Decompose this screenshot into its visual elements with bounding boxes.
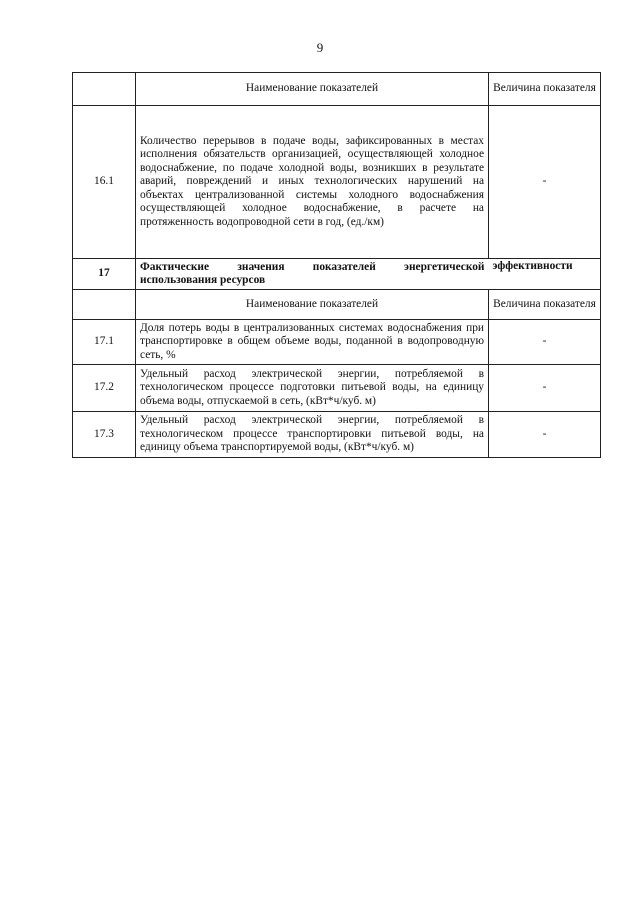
row-name: Доля потерь воды в централизованных системах водоснабжения при транспортировке в общем объеме воды, поданной в водопроводную сеть, % (136, 320, 489, 365)
header-num-cell (73, 290, 136, 320)
section-title-extra: эффективности (489, 259, 601, 290)
row-number: 17.2 (73, 365, 136, 412)
table-row (73, 106, 601, 259)
header-name-cell: Наименование показателей (136, 73, 489, 106)
header-num-cell (73, 73, 136, 106)
header-value-cell: Величина показателя (489, 290, 601, 320)
row-value: - (489, 365, 601, 412)
header-value-cell: Величина показателя (489, 73, 601, 106)
section-row (73, 259, 601, 290)
row-number: 17.1 (73, 320, 136, 365)
row-value: - (489, 412, 601, 458)
row-name: Удельный расход электрической энергии, потребляемой в технологическом процессе подготовки питьевой воды, на единицу объема воды, отпускаемой в сеть, (кВт*ч/куб. м) (136, 365, 489, 412)
section-number: 17 (73, 259, 136, 290)
table-header-row (73, 290, 601, 320)
section-title (136, 259, 489, 290)
table-row (73, 412, 601, 458)
row-number: 16.1 (73, 106, 136, 259)
row-number: 17.3 (73, 412, 136, 458)
indicators-table (72, 72, 601, 458)
row-value: - (489, 106, 601, 259)
row-name: Количество перерывов в подаче воды, зафиксированных в местах исполнения обязательств организацией, осуществляющей холодное водоснабжение, по подаче холодной воды, возникших в результате аварий, повреждений и иных технологических нарушений на объектах централизованной системы холодного водоснабжения осуществляющей холодное водоснабжение, в расчете на протяженность водопроводной сети в год, (ед./км) (136, 106, 489, 259)
page-number: 9 (316, 40, 324, 55)
row-name: Удельный расход электрической энергии, потребляемой в технологическом процессе транспортировки питьевой воды, на единицу объема транспортируемой воды, (кВт*ч/куб. м) (136, 412, 489, 458)
table-header-row (73, 73, 601, 106)
table-row (73, 320, 601, 365)
row-value: - (489, 320, 601, 365)
header-name-cell: Наименование показателей (136, 290, 489, 320)
table-row (73, 365, 601, 412)
section-title-line2: использования ресурсов (140, 274, 266, 286)
section-title-line1: Фактические значения показателей энергетической (140, 260, 485, 273)
